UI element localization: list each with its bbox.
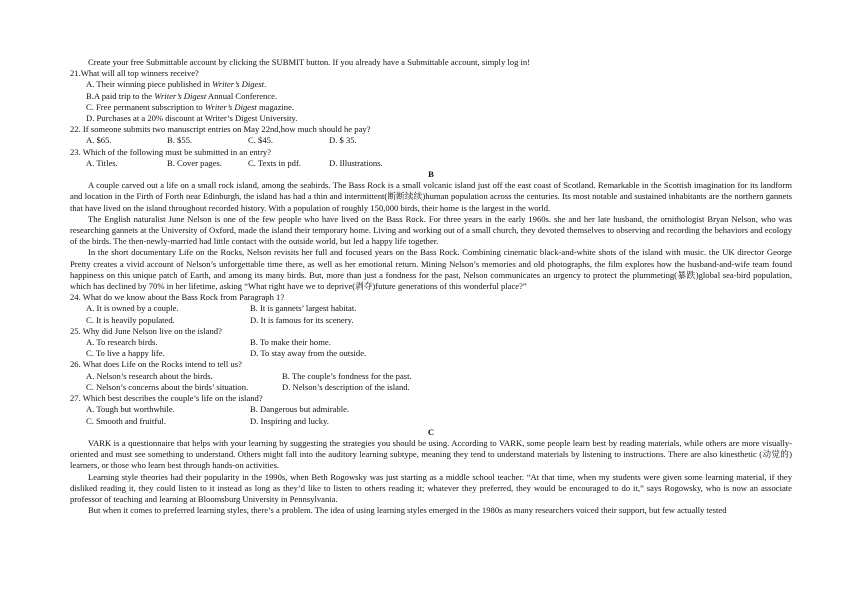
question-23-option-a: A. Titles.	[86, 157, 118, 168]
section-b-paragraph-3: In the short documentary Life on the Rocks, Nelson revisits her full and focused years on the Bass Rock. Combining cinematic black-and-white shots of the island with music. the UK director George Pretty creates a vivid account of Nelson’s unforgettable time there, as well as her emotional return. Mining Nelson’s memories and old photographs, the film explores how the husband-and-wife team found happiness on this unique patch of Earth, and among its many birds. But, more than just a fondness for the past, Nelson communicates an urgency to protect the plummeting(暴跌)global sea-bird population, which has declined by 70% in her lifetime, asking “What right have we to deprive(剥夺)future generations of this wonderful place?”	[70, 247, 792, 292]
section-b-paragraph-1: A couple carved out a life on a small rock island, among the seabirds. The Bass Rock is a small volcanic island just off the east coast of Scotland. Remarkable in the Scottish imagination for its landform and location in the Firth of Forth near Edinburgh, the island has had a thin and intermittent(断断续续)human population across the centuries. Its most notable and sustained inhabitants are the northern gannets that have lived on the island throughout recorded history. With a population of roughly 150,000 birds, their home is the largest in the world.	[70, 180, 792, 213]
section-b-paragraph-2: The English naturalist June Nelson is one of the few people who have lived on the Bass Rock. For three years in the early 1960s. she and her late husband, the ornithologist Bryan Nelson, who was researching gannets at the University of Oxford, made the island their temporary home. Living and working out of a small church, they devoted themselves to observing and recording the behaviors and ecology of the birds. The then-newly-married had little contact with the outside world, but led a happy life together.	[70, 213, 792, 247]
question-24-stem: 24. What do we know about the Bass Rock from Paragraph 1?	[70, 292, 285, 303]
question-21-stem: 21.What will all top winners receive?	[70, 68, 199, 79]
question-27-option-c: C. Smooth and fruitful.	[86, 415, 166, 426]
question-24-option-b: B. It is gannets’ largest habitat.	[250, 303, 357, 314]
question-23-option-d: D. Illustrations.	[329, 157, 383, 168]
section-b-heading: B	[428, 169, 434, 180]
question-21-option-a: A. Their winning piece published in Writer’s Digest.	[86, 79, 267, 90]
question-25-option-a: A. To research birds.	[86, 337, 158, 348]
question-27-option-d: D. Inspiring and lucky.	[250, 415, 329, 426]
section-c-heading: C	[427, 426, 435, 437]
question-26-option-d: D. Nelson’s description of the island.	[282, 381, 410, 392]
question-22-option-a: A. $65.	[86, 135, 112, 146]
question-26-option-b: B. The couple’s fondness for the past.	[282, 370, 412, 381]
question-22-option-d: D. $ 35.	[329, 135, 357, 146]
question-27-option-b: B. Dangerous but admirable.	[250, 404, 350, 415]
question-25-option-d: D. To stay away from the outside.	[250, 348, 367, 359]
question-21-option-d: D. Purchases at a 20% discount at Writer’s Digest University.	[86, 113, 298, 124]
question-26-option-c: C. Nelson’s concerns about the birds’ situation.	[86, 381, 249, 392]
question-21-option-b: B.A paid trip to the Writer’s Digest Annual Conference.	[86, 90, 278, 101]
question-25-options-row-1	[70, 337, 792, 348]
question-26-options-row-2	[70, 382, 792, 393]
question-23-options	[70, 158, 792, 169]
question-24-options-row-2	[70, 315, 792, 326]
question-26-stem: 26. What does Life on the Rocks intend to tell us?	[70, 359, 242, 370]
question-25-stem: 25. Why did June Nelson live on the island?	[70, 325, 222, 336]
question-26-options-row-1	[70, 371, 792, 382]
question-22-stem: 22. If someone submits two manuscript entries on May 22nd,how much should he pay?	[70, 124, 371, 135]
question-23-option-c: C. Texts in pdf.	[248, 157, 301, 168]
question-26-option-a: A. Nelson’s research about the birds.	[86, 370, 213, 381]
question-24-option-d: D. It is famous for its scenery.	[250, 314, 354, 325]
question-27-options-row-2	[70, 416, 792, 427]
question-27-stem: 27. Which best describes the couple’s life on the island?	[70, 393, 263, 404]
question-25-option-c: C. To live a happy life.	[86, 348, 165, 359]
question-22-option-c: C. $45.	[248, 135, 274, 146]
section-c-paragraph-2: Learning style theories had their popularity in the 1990s, when Beth Rogowsky was just starting as a middle school teacher. “At that time, when my students were given some learning material, if they disliked reading it, they could listen to it instead as long as they’d like to listen to others reading it; whatever they preferred, they would be encouraged to do it,” says Rogowsky, who is now an associate professor of teaching and learning at Bloomsburg University in Pennsylvania.	[70, 471, 792, 504]
question-25-option-b: B. To make their home.	[250, 337, 331, 348]
question-24-options-row-1	[70, 303, 792, 314]
question-27-option-a: A. Tough but worthwhile.	[86, 404, 175, 415]
question-23-stem: 23. Which of the following must be submitted in an entry?	[70, 146, 272, 157]
question-24-option-c: C. It is heavily populated.	[86, 314, 175, 325]
question-22-option-b: B. $55.	[167, 135, 193, 146]
intro-line: Create your free Submittable account by clicking the SUBMIT button. If you already have a Submittable account, simply log in!	[88, 57, 531, 67]
question-21-option-c: C. Free permanent subscription to Writer’s Digest magazine.	[86, 101, 295, 112]
question-27-options-row-1	[70, 404, 792, 415]
question-22-options	[70, 135, 792, 146]
question-25-options-row-2	[70, 348, 792, 359]
question-24-option-a: A. It is owned by a couple.	[86, 303, 179, 314]
section-c-paragraph-3: But when it comes to preferred learning styles, there’s a problem. The idea of using learning styles emerged in the 1980s as many researchers voiced their support, but few actually tested	[88, 505, 727, 516]
document-body	[70, 57, 792, 516]
question-23-option-b: B. Cover pages.	[167, 157, 222, 168]
section-c-paragraph-1: VARK is a questionnaire that helps with your learning by suggesting the strategies you should be using. According to VARK, some people learn best by reading materials, while others are more visually-oriented and must see something to understand. Others might fall into the auditory learning subtype, meaning they tend to understand materials by listening to instructions. There are also kinesthetic (动觉的) learners, or those who learn best through hands-on activities.	[70, 437, 792, 471]
